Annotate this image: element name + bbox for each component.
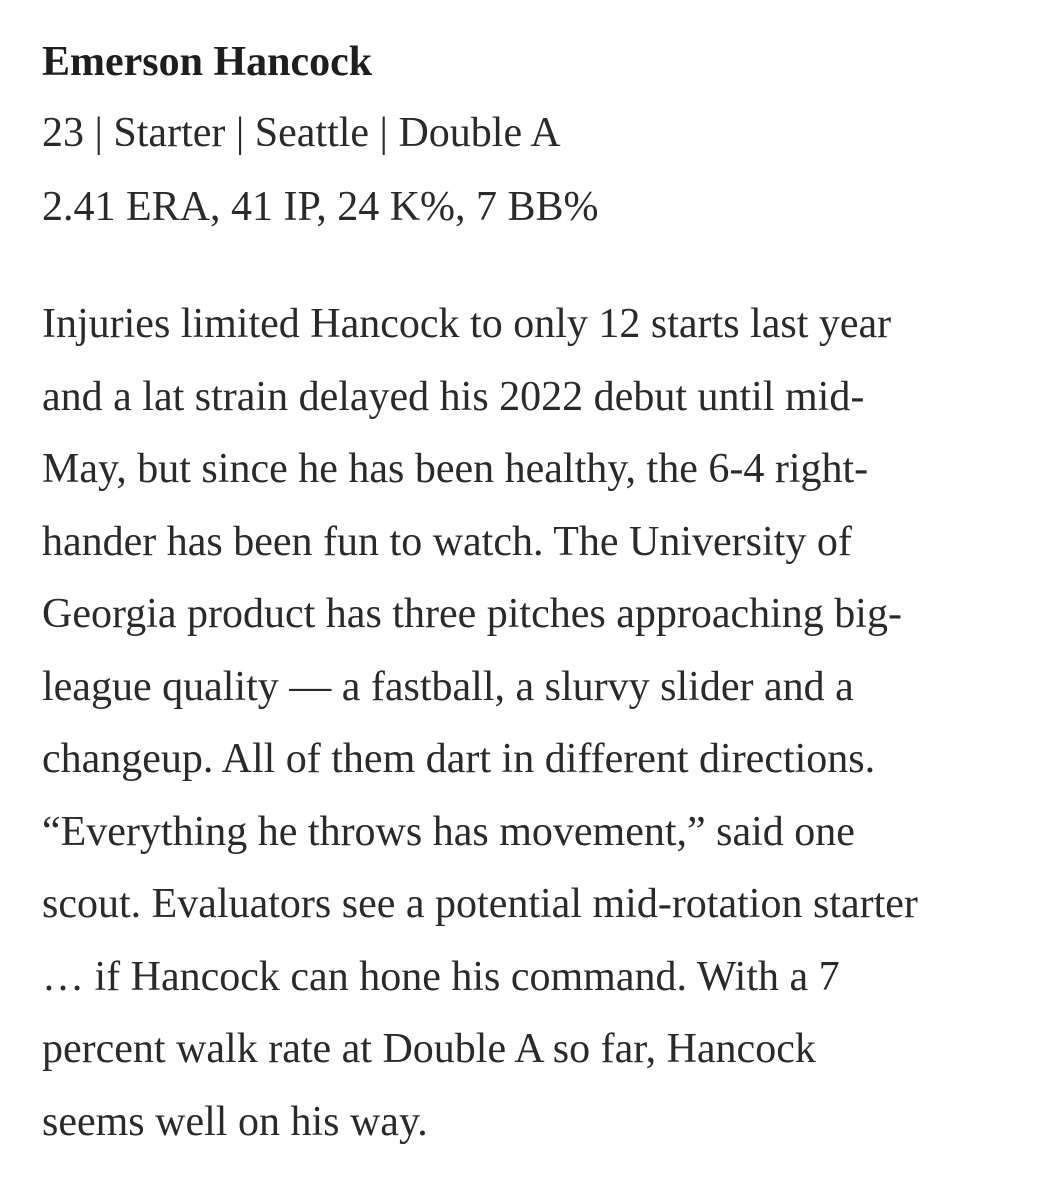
article-line: May, but since he has been healthy, the 6-4 right-	[42, 446, 869, 492]
article-line: changeup. All of them dart in different directions.	[42, 736, 876, 782]
article-line: scout. Evaluators see a potential mid-rotation starter	[42, 881, 918, 927]
article-line: seems well on his way.	[42, 1098, 428, 1145]
article-line: and a lat strain delayed his 2022 debut until mid-	[42, 373, 865, 420]
article-line: “Everything he throws has movement,” said one	[42, 808, 855, 855]
article-line: hander has been fun to watch. The University of	[42, 518, 852, 565]
player-bio: 23 | Starter | Seattle | Double A	[42, 110, 561, 156]
article-line: Injuries limited Hancock to only 12 starts last year	[42, 301, 892, 347]
article-line: league quality — a fastball, a slurvy slider and a	[42, 663, 854, 710]
player-stats: 2.41 ERA, 41 IP, 24 K%, 7 BB%	[42, 184, 599, 230]
article-line: percent walk rate at Double A so far, Hancock	[42, 1026, 816, 1072]
player-name: Emerson Hancock	[42, 39, 373, 85]
article-line: … if Hancock can hone his command. With a 7	[42, 953, 840, 1000]
article-line: Georgia product has three pitches approaching big-	[42, 591, 902, 637]
article-body	[42, 288, 1032, 1158]
player-card	[42, 34, 1032, 1158]
